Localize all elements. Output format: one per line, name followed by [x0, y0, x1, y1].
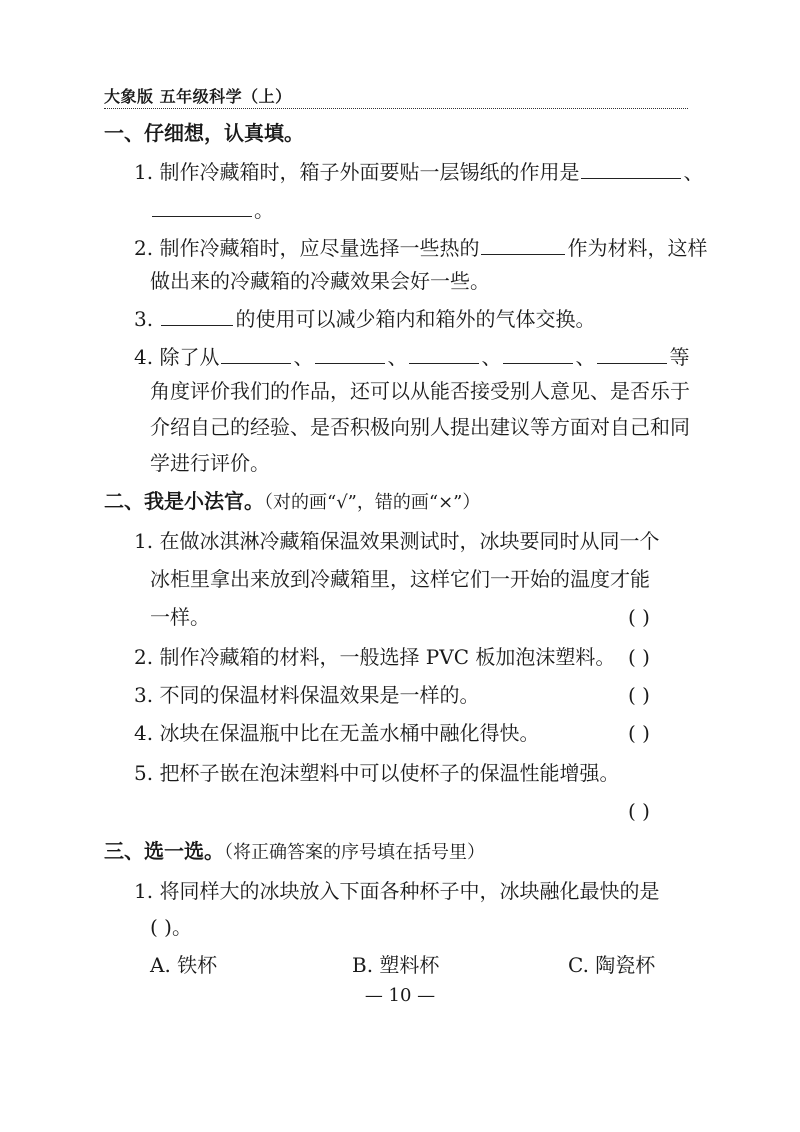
- s1-q4-blank-2[interactable]: [315, 343, 385, 364]
- s1-q3-num: 3.: [134, 307, 154, 331]
- s1-q3-text: 的使用可以减少箱内和箱外的气体交换。: [235, 307, 596, 331]
- s1-q1-line2: [150, 196, 274, 223]
- s1-q4-sep: 、: [575, 345, 596, 369]
- s2-q2: 2. 制作冷藏箱的材料，一般选择 PVC 板加泡沫塑料。: [134, 645, 616, 669]
- s1-q4-blank-3[interactable]: [409, 343, 479, 364]
- s1-q4-blank-4[interactable]: [503, 343, 573, 364]
- s3-q1-option-a[interactable]: A. 铁杯: [150, 953, 218, 977]
- s1-q1-text: 1. 制作冷藏箱时，箱子外面要贴一层锡纸的作用是: [134, 160, 580, 184]
- s1-q1-blank-2[interactable]: [152, 196, 252, 217]
- s1-q2-blank[interactable]: [481, 234, 565, 255]
- page-number: — 10 —: [364, 985, 436, 1006]
- s1-q4-sep: 、: [293, 345, 314, 369]
- s1-q2-line2: 做出来的冷藏箱的冷藏效果会好一些。: [150, 269, 490, 293]
- s1-q1-line1: [134, 158, 703, 185]
- section1-heading: 一、仔细想，认真填。: [104, 121, 304, 145]
- s1-q2-text-b: 作为材料，这样: [567, 236, 708, 260]
- s3-q1-option-b[interactable]: B. 塑料杯: [352, 953, 440, 977]
- s3-q1-line1: 1. 将同样大的冰块放入下面各种杯子中，冰块融化最快的是: [134, 879, 660, 903]
- s2-q3-answer[interactable]: ( ): [628, 683, 650, 707]
- s3-q1-option-c[interactable]: C. 陶瓷杯: [568, 953, 656, 977]
- section3-note: （将正确答案的序号填在括号里）: [224, 842, 485, 863]
- s2-q5: 5. 把杯子嵌在泡沫塑料中可以使杯子的保温性能增强。: [134, 761, 620, 785]
- s1-q4-sep: 、: [387, 345, 408, 369]
- s1-q1-end: 。: [254, 198, 274, 222]
- section2-heading: [104, 488, 480, 516]
- section2-note: （对的画“√”，错的画“×”）: [264, 492, 481, 513]
- s2-q2-answer[interactable]: ( ): [628, 645, 650, 669]
- s1-q4-blank-5[interactable]: [597, 343, 667, 364]
- s1-q4-text-b: 等: [669, 345, 690, 369]
- s1-q3-line: [134, 305, 595, 332]
- s1-q4-line2: 角度评价我们的作品，还可以从能否接受别人意见、是否乐于: [150, 379, 690, 403]
- s1-q2-text-a: 2. 制作冷藏箱时，应尽量选择一些热的: [134, 236, 480, 260]
- s1-q4-sep: 、: [481, 345, 502, 369]
- s2-q4-answer[interactable]: ( ): [628, 721, 650, 745]
- s1-q4-line3: 介绍自己的经验、是否积极向别人提出建议等方面对自己和同: [150, 415, 690, 439]
- s2-q3: 3. 不同的保温材料保温效果是一样的。: [134, 683, 480, 707]
- section3-title: 三、选一选。: [104, 839, 224, 863]
- s2-q5-answer[interactable]: ( ): [628, 799, 650, 823]
- s1-q1-sep: 、: [683, 160, 704, 184]
- s1-q4-text-a: 4. 除了从: [134, 345, 220, 369]
- s1-q1-blank-1[interactable]: [581, 158, 681, 179]
- s2-q1-line1: 1. 在做冰淇淋冷藏箱保温效果测试时，冰块要同时从同一个: [134, 529, 660, 553]
- s1-q2-line1: [134, 234, 707, 261]
- s1-q3-blank[interactable]: [161, 305, 233, 326]
- s2-q1-line3: 一样。: [150, 605, 210, 629]
- s1-q4-line4: 学进行评价。: [150, 451, 270, 475]
- s2-q1-answer[interactable]: ( ): [628, 605, 650, 629]
- s2-q4: 4. 冰块在保温瓶中比在无盖水桶中融化得快。: [134, 721, 540, 745]
- header-divider: [104, 108, 688, 109]
- s1-q4-line1: [134, 343, 689, 370]
- page-header: 大象版 五年级科学（上）: [104, 87, 292, 106]
- section2-title: 二、我是小法官。: [104, 489, 264, 513]
- s3-q1-answer[interactable]: ( )。: [150, 915, 192, 939]
- s1-q4-blank-1[interactable]: [221, 343, 291, 364]
- section3-heading: [104, 838, 485, 866]
- s2-q1-line2: 冰柜里拿出来放到冷藏箱里，这样它们一开始的温度才能: [150, 567, 650, 591]
